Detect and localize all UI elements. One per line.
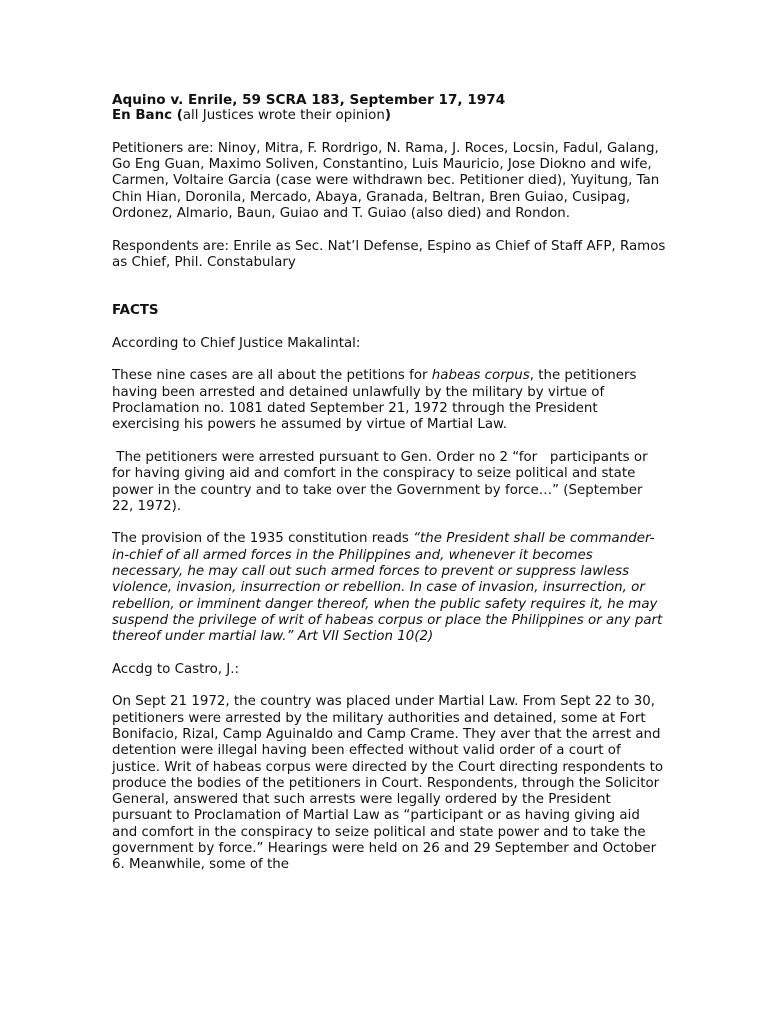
subtitle-bold-start: En Banc ( — [112, 108, 183, 124]
para1-italic: habeas corpus — [431, 368, 530, 384]
petitioners-paragraph: Petitioners are: Ninoy, Mitra, F. Rordrigo, N. Rama, J. Roces, Locsin, Fadul, Galang, Go Eng Guan, Maximo Soliven, Constantino, Luis Mauricio, Jose Diokno and wife, Carmen, Voltaire Garcia (case were withdrawn bec. Petitioner died), Yuyitung, Tan Chin Hian, Doronila, Mercado, Abaya, Granada, Beltran, Bren Guiao, Cusipag, Ordonez, Almario, Baun, Guiao and T. Guiao (also died) and Rondon. — [112, 140, 660, 222]
facts-heading: FACTS — [112, 303, 159, 319]
general-order-paragraph: The petitioners were arrested pursuant to Gen. Order no 2 “for participants or for having giving aid and comfort in the conspiracy to seize political and state power in the country and to take over the Government by force…” (September 22, 1972). — [112, 449, 652, 514]
martial-law-paragraph: On Sept 21 1972, the country was placed under Martial Law. From Sept 22 to 30, petitioners were arrested by the military authorities and detained, some at Fort Bonifacio, Rizal, Camp Aguinaldo and Camp Crame. They aver that the arrest and detention were illegal having been effected without valid order of a court of justice. Writ of habeas corpus were directed by the Court directing respondents to produce the bodies of the petitioners in Court. Respondents, through the Solicitor General, answered that such arrests were legally ordered by the President pursuant to Proclamation of Martial Law as “participant or as having giving aid and comfort in the conspiracy to seize political and state power and to take the government by force.” Hearings were held on 26 and 29 September and October 6. Meanwhile, some of the — [112, 694, 664, 873]
respondents-paragraph: Respondents are: Enrile as Sec. Nat’l Defense, Espino as Chief of Staff AFP, Ramos as Chief, Phil. Constabulary — [112, 238, 666, 270]
subtitle-text: all Justices wrote their opinion — [182, 108, 385, 124]
castro-intro: Accdg to Castro, J.: — [112, 661, 240, 677]
case-subtitle — [112, 108, 668, 124]
document-page — [112, 92, 668, 890]
para1-before: These nine cases are all about the petitions for — [112, 368, 432, 384]
para3-before: The provision of the 1935 constitution reads — [112, 531, 414, 547]
constitution-paragraph — [112, 531, 668, 645]
para3-italic: “the President shall be commander-in-chief of all armed forces in the Philippines and, whenever it becomes necessary, he may call out such armed forces to prevent or suppress lawless violence, invasion, insurrection or rebellion. In case of invasion, insurrection, or rebellion, or imminent danger thereof, when the public safety requires it, he may suspend the privilege of writ of habeas corpus or place the Philippines or any part thereof under martial law.” Art VII Section 10(2) — [112, 531, 663, 645]
habeas-corpus-paragraph — [112, 368, 668, 433]
makalintal-intro: According to Chief Justice Makalintal: — [112, 335, 361, 351]
para1-after: , the petitioners having been arrested and detained unlawfully by the military by virtue of Proclamation no. 1081 dated September 21, 1972 through the President exercising his powers he assumed by virtue of Martial Law. — [112, 368, 637, 433]
case-title: Aquino v. Enrile, 59 SCRA 183, September 17, 1974 — [112, 92, 506, 108]
subtitle-bold-end: ) — [384, 108, 391, 124]
